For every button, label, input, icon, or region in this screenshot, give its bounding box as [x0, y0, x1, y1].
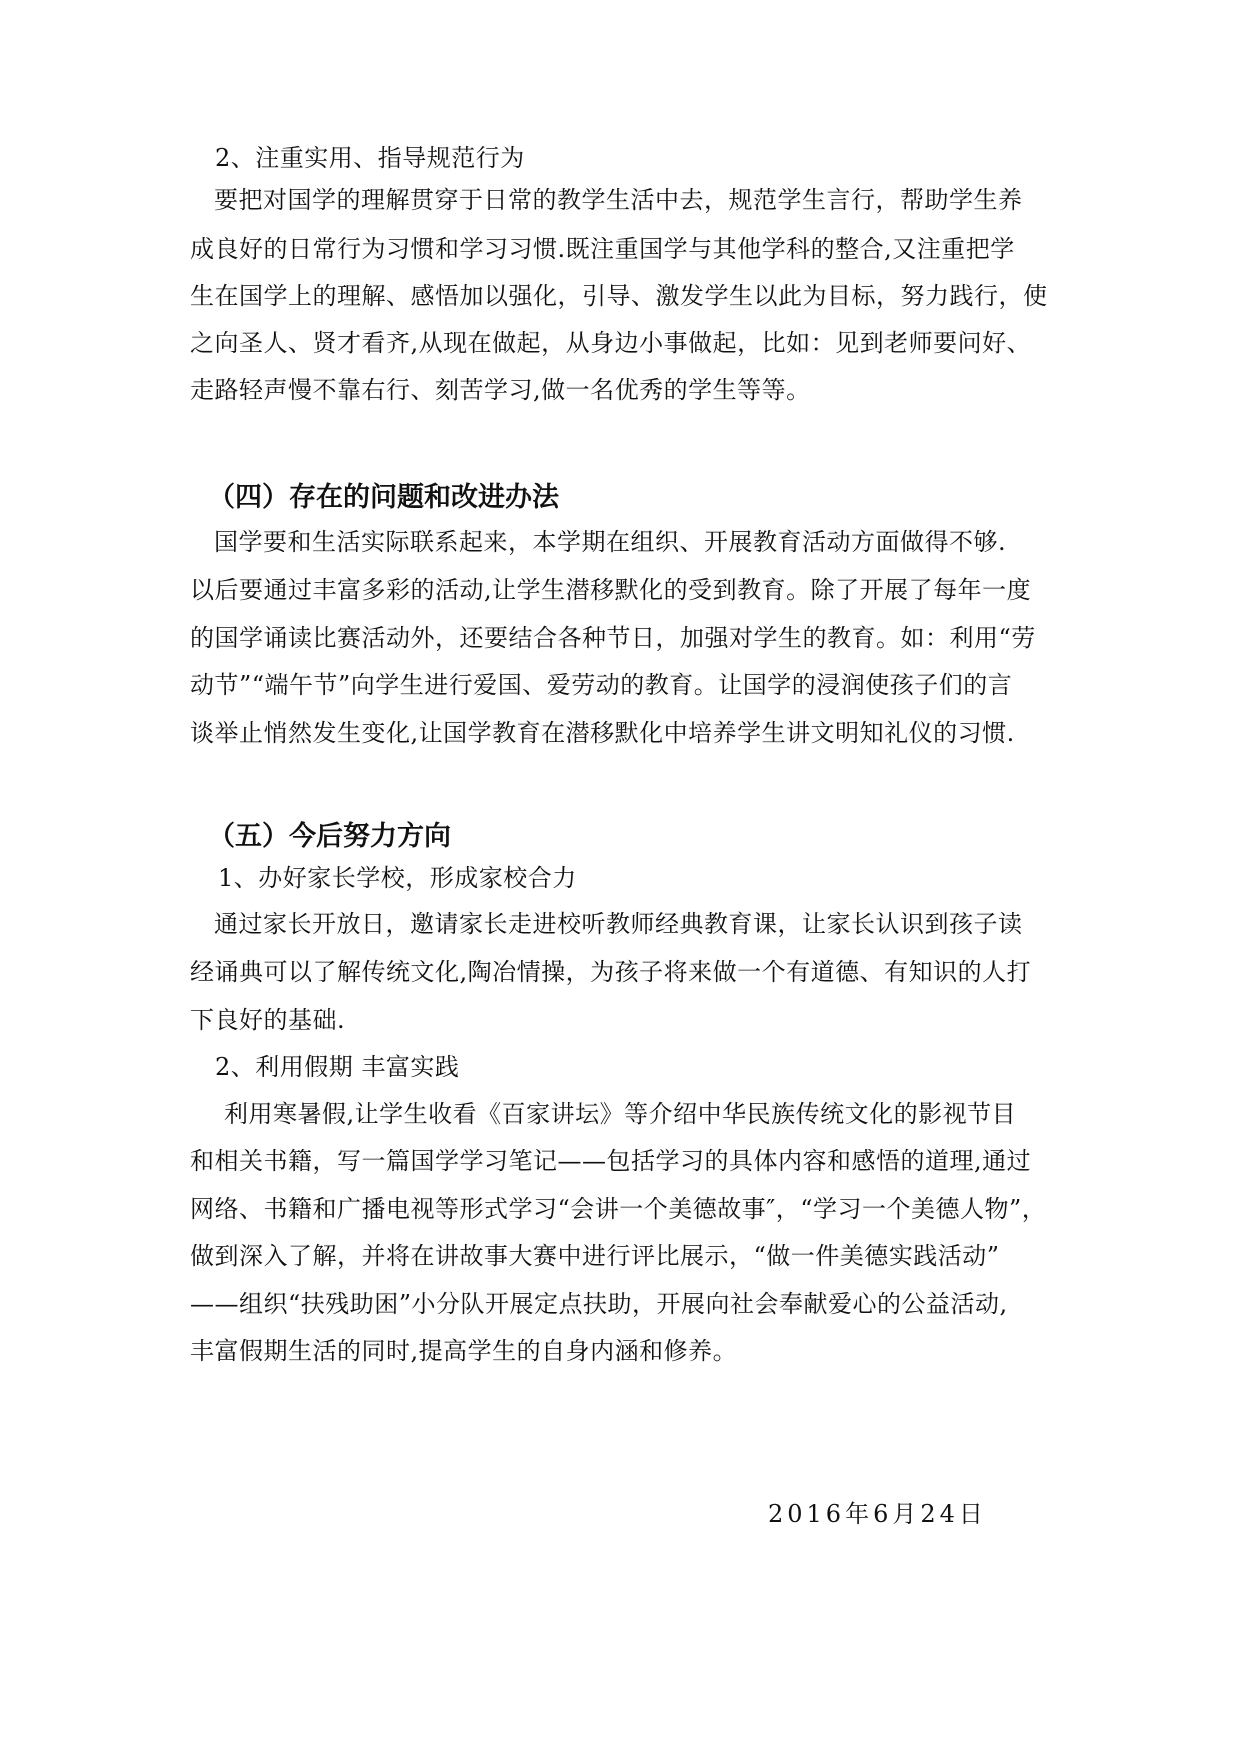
paragraph-line: ——组织“扶残助困”小分队开展定点扶助，开展向社会奉献爱心的公益活动,: [190, 1290, 1008, 1318]
paragraph-line: 以后要通过丰富多彩的活动,让学生潜移默化的受到教育。除了开展了每年一度: [190, 576, 1032, 604]
paragraph-line: 丰富假期生活的同时,提高学生的自身内涵和修养。: [190, 1337, 738, 1365]
paragraph-line: 通过家长开放日，邀请家长走进校听教师经典教育课，让家长认识到孩子读: [214, 910, 1023, 938]
section-5-heading: （五）今后努力方向: [208, 821, 451, 852]
paragraph-line: 网络、书籍和广播电视等形式学习“会讲一个美德故事″，“学习一个美德人物”，: [190, 1195, 1047, 1223]
sec5-sub2-title: 2、利用假期 丰富实践: [215, 1053, 460, 1081]
paragraph-line: 下良好的基础.: [190, 1006, 346, 1034]
paragraph-line: 生在国学上的理解、感悟加以强化，引导、激发学生以此为目标，努力践行，使: [190, 282, 1048, 310]
section-4-heading: （四）存在的问题和改进办法: [208, 482, 559, 513]
paragraph-line: 做到深入了解，并将在讲故事大赛中进行评比展示，“做一件美德实践活动”: [190, 1242, 1000, 1270]
sec5-sub1-title: 1、办好家长学校，形成家校合力: [218, 864, 577, 892]
paragraph-line: 动节”“端午节”向学生进行爱国、爱劳动的教育。让国学的浸润使孩子们的言: [190, 671, 1013, 699]
paragraph-line: 要把对国学的理解贯穿于日常的教学生活中去，规范学生言行，帮助学生养: [214, 186, 1023, 214]
paragraph-line: 谈举止悄然发生变化,让国学教育在潜移默化中培养学生讲文明知礼仪的习惯.: [190, 719, 1015, 747]
paragraph-line: 之向圣人、贤才看齐,从现在做起，从身边小事做起，比如：见到老师要问好、: [190, 329, 1032, 357]
paragraph-line: 经诵典可以了解传统文化,陶冶情操，为孩子将来做一个有道德、有知识的人打: [190, 958, 1032, 986]
paragraph-line: 利用寒暑假,让学生收看《百家讲坛》等介绍中华民族传统文化的影视节目: [224, 1100, 1017, 1128]
paragraph-line: 成良好的日常行为习惯和学习习惯.既注重国学与其他学科的整合,又注重把学: [190, 235, 1015, 263]
paragraph-line: 的国学诵读比赛活动外，还要结合各种节日，加强对学生的教育。如：利用“劳: [190, 624, 1036, 652]
paragraph-line: 和相关书籍，写一篇国学学习笔记——包括学习的具体内容和感悟的道理,通过: [190, 1147, 1032, 1175]
sec3-sub2-title: 2、注重实用、指导规范行为: [215, 144, 525, 172]
document-date: 2016年6月24日: [768, 1500, 987, 1528]
paragraph-line: 走路轻声慢不靠右行、刻苦学习,做一名优秀的学生等等。: [190, 376, 811, 404]
paragraph-line: 国学要和生活实际联系起来，本学期在组织、开展教育活动方面做得不够.: [214, 528, 1007, 556]
